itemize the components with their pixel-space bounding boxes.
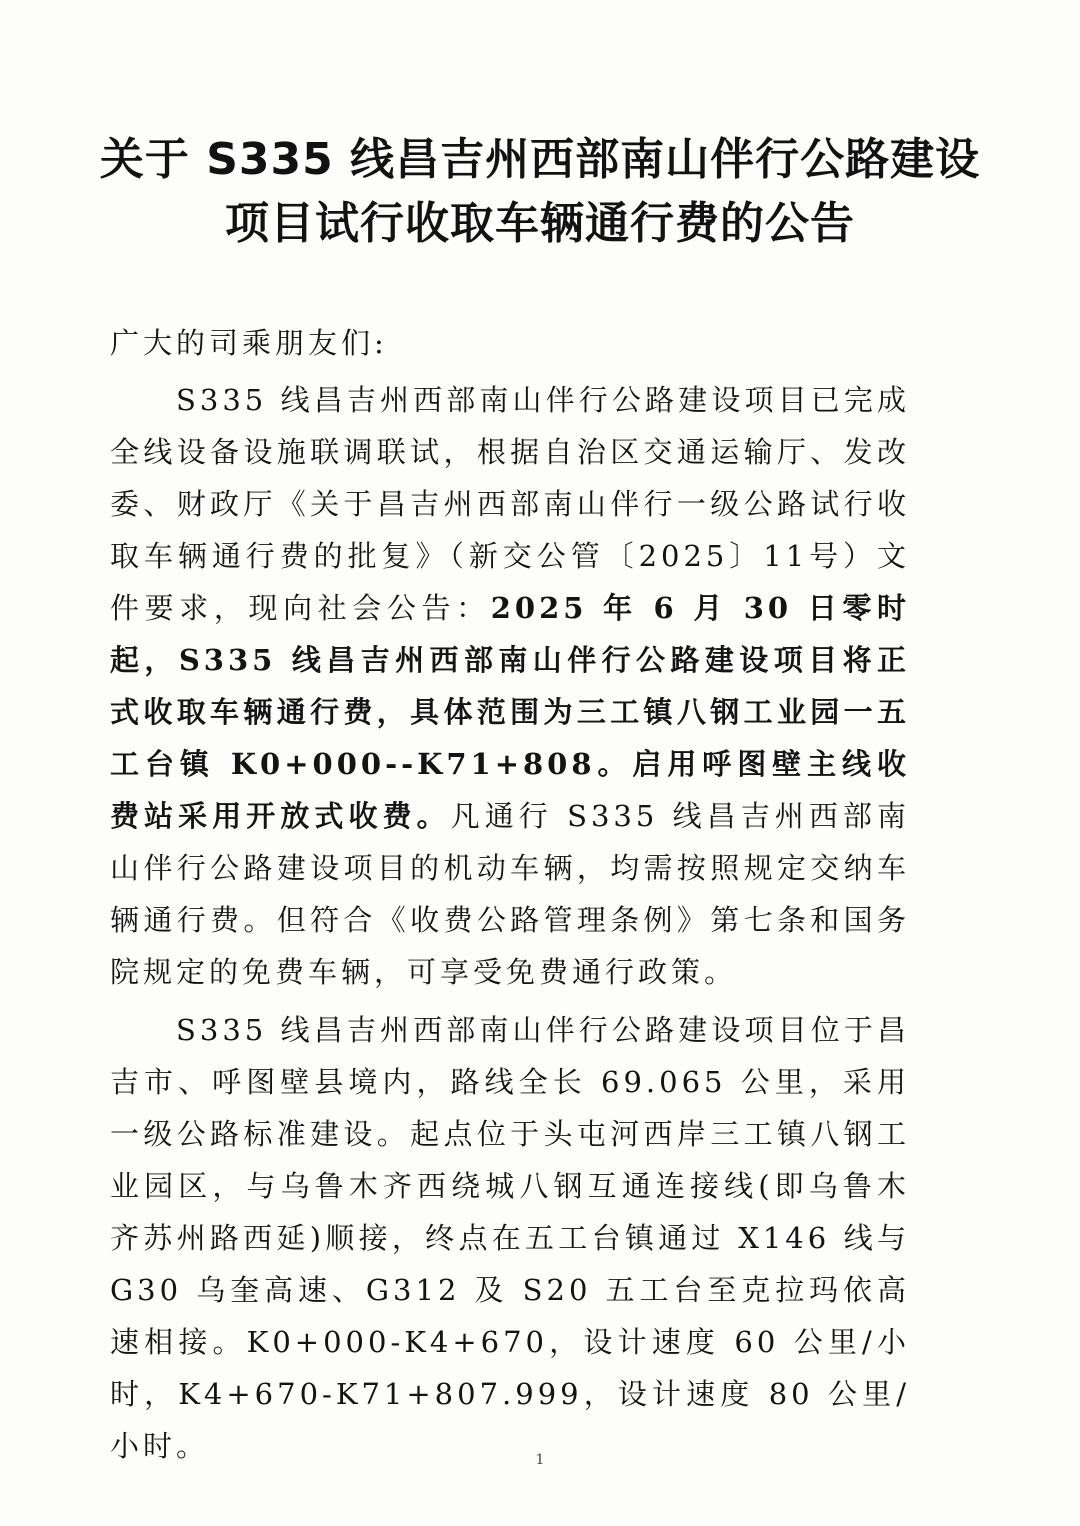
paragraph-1-part-1: S335 线昌吉州西部南山伴行公路建设项目已完成全线设备设施联调联试，根据自治区交通运输厅、发改委、财政厅《关于昌吉州西部南山伴行一级公路试行收取车辆通行费的批复》（新交公管〔2025〕11号）文件要求，现向社会公告： bbox=[110, 383, 910, 625]
title-line-2: 项目试行收取车辆通行费的公告 bbox=[225, 198, 855, 249]
page-number: 1 bbox=[535, 1452, 545, 1468]
document-body bbox=[110, 318, 910, 1472]
paragraph-2: S335 线昌吉州西部南山伴行公路建设项目位于昌吉市、呼图壁县境内，路线全长 69.065 公里，采用一级公路标准建设。起点位于头屯河西岸三工镇八钢工业园区，与乌鲁木齐西绕城八钢互通连接线(即乌鲁木齐苏州路西延)顺接，终点在五工台镇通过 X146 线与 G30 乌奎高速、G312 及 S20 五工台至克拉玛依高速相接。K0+000-K4+670，设计速度 60 公里/小时，K4+670-K71+807.999，设计速度 80 公里/小时。 bbox=[110, 1013, 910, 1463]
salutation: 广大的司乘朋友们: bbox=[110, 326, 388, 360]
paragraph-1-bold-notice: 2025 年 6 月 30 日零时起，S335 线昌吉州西部南山伴行公路建设项目将正式收取车辆通行费，具体范围为三工镇八钢工业园一五工台镇 K0+000--K71+808。启用呼图壁主线收费站采用开放式收费。 bbox=[110, 591, 910, 833]
paragraph-1-part-3: 凡通行 S335 线昌吉州西部南山伴行公路建设项目的机动车辆，均需按照规定交纳车辆通行费。但符合《收费公路管理条例》第七条和国务院规定的免费车辆，可享受免费通行政策。 bbox=[110, 799, 910, 989]
paragraph-1 bbox=[110, 374, 910, 998]
document-title bbox=[0, 128, 1080, 256]
title-line-1: 关于 S335 线昌吉州西部南山伴行公路建设 bbox=[99, 134, 981, 185]
